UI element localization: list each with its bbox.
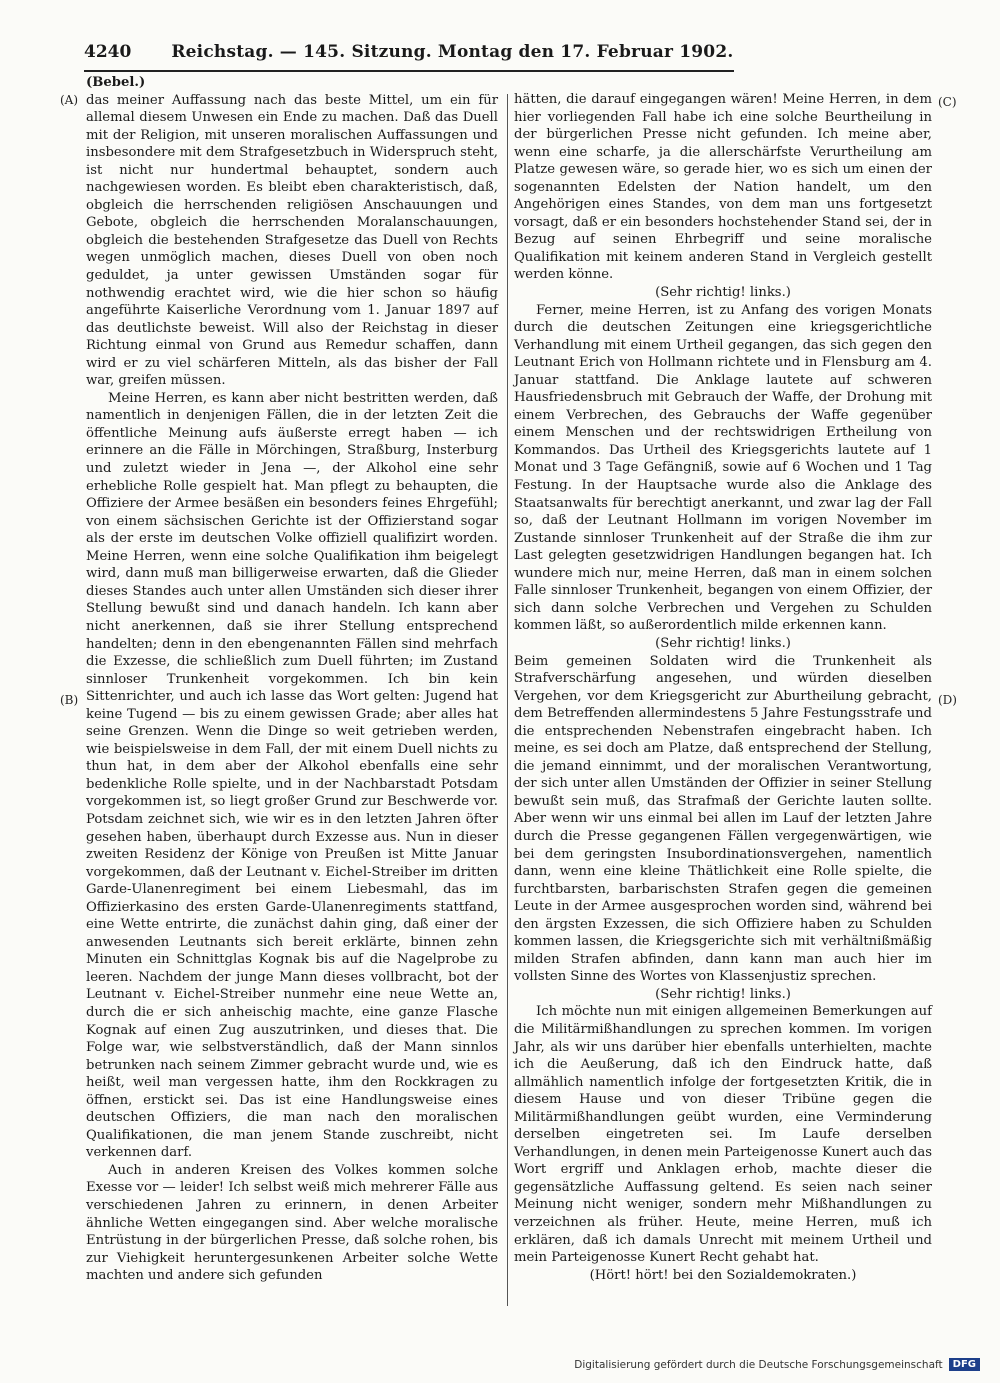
paragraph: Beim gemeinen Soldaten wird die Trunkenheit als Strafverschärfung angesehen, und würden dieselben Vergehen, vor dem Kriegsgericht zur Aburtheilung gebracht, dem Betreffenden allermindestens 5 Jahre Festungsstrafe und die entsprechenden Nebenstrafen eingebracht haben. Ich meine, es sei doch am Platze, daß entsprechend der Stellung, die jemand einnimmt, und der moralischen Verantwortung, der sich unter allen Umständen der Offizier in seiner Stellung bewußt sein muß, das Strafmaß der Gerichte lauten sollte. Aber wenn wir uns einmal bei allen im Lauf der letzten Jahre durch die Presse gegangenen Fällen vergegenwärtigen, wie bei dem geringsten Insubordinationsvergehen, namentlich dann, wenn eine kleine Thätlichkeit eine Rolle spielte, die furchtbarsten, barbarischsten Strafen gegen die gemeinen Leute in der Armee ausgesprochen worden sind, während bei den ärgsten Exzessen, die sich Offiziere haben zu Schulden kommen lassen, die Kriegsgerichte sich mit verhältnißmäßig milden Strafen abfinden, dann kann man auch hier im vollsten Sinne des Wortes von Klassenjustiz sprechen. <box>514 653 932 985</box>
page-title: Reichstag. — 145. Sitzung. Montag den 17. Februar 1902. <box>171 42 734 62</box>
paragraph: Auch in anderen Kreisen des Volkes kommen solche Exesse vor — leider! Ich selbst weiß mich mehrerer Fälle aus verschiedenen Jahren zu erinnern, in denen Arbeiter ähnliche Wetten eingegangen sind. Aber welche moralische Entrüstung in der bürgerlichen Presse, daß solche rohen, bis zur Viehigkeit heruntergesunkenen Arbeiter solche Wette machten und andere sich gefunden <box>86 1162 498 1284</box>
footer-text: Digitalisierung gefördert durch die Deutsche Forschungsgemeinschaft <box>574 1358 943 1371</box>
paragraph: Meine Herren, es kann aber nicht bestritten werden, daß namentlich in denjenigen Fällen, die in der letzten Zeit die öffentliche Meinung aufs äußerste erregt haben — ich erinnere an die Fälle in Mörchingen, Straßburg, Insterburg und zuletzt wieder in Jena —, der Alkohol eine sehr erhebliche Rolle gespielt hat. Man pflegt zu behaupten, die Offiziere der Armee besäßen ein besonders feines Ehrgefühl; von einem sächsischen Gerichte ist der Offizierstand sogar als der erste im deutschen Volke offiziell qualifizirt worden. Meine Herren, wenn eine solche Qualifikation ihm beigelegt wird, dann muß man billigerweise erwarten, daß die Glieder dieses Standes auch unter allen Umständen sich dieser ihrer Stellung bewußt sind und danach handeln. Ich kann aber nicht anerkennen, daß sie ihrer Stellung entsprechend handelten; denn in den ebengenannten Fällen sind mehrfach die Exzesse, die schließlich zum Duell führten; im Zustand sinnloser Trunkenheit vorgekommen. Ich bin kein Sittenrichter, und auch ich lasse das Wort gelten: Jugend hat keine Tugend — bis zu einem gewissen Grade; aber alles hat seine Grenzen. Wenn die Dinge so weit getrieben werden, wie beispielsweise in dem Fall, der mit einem Duell nichts zu thun hat, in dem aber der Alkohol ebenfalls eine sehr bedenkliche Rolle spielte, und in der Nachbarstadt Potsdam vorgekommen ist, so liegt großer Grund zur Beschwerde vor. Potsdam zeichnet sich, wie wir es in den letzten Jahren öfter gesehen haben, überhaupt durch Exzesse aus. Nun in dieser zweiten Residenz der Könige von Preußen ist Mitte Januar vorgekommen, daß der Leutnant v. Eichel-Streiber im dritten Garde-Ulanenregiment bei einem Liebesmahl, das im Offizierkasino des ersten Garde-Ulanenregiments stattfand, eine Wette entrirte, die zunächst dahin ging, daß einer der anwesenden Leutnants sich bereit erklärte, binnen zehn Minuten ein Schnittglas Kognak bis auf die Nagelprobe zu leeren. Nachdem der junge Mann dieses vollbracht, bot der Leutnant v. Eichel-Streiber nunmehr eine neue Wette an, durch die er sich anheischig machte, eine ganze Flasche Kognak auf einen Zug auszutrinken, und dieses that. Die Folge war, wie selbstverständlich, daß der Mann sinnlos betrunken nach seinem Zimmer gebracht wurde und, wie es heißt, weil man vergessen hatte, ihm den Rockkragen zu öffnen, erstickt sei. Das ist eine Handlungsweise eines deutschen Offiziers, die man nach den moralischen Qualifikationen, die man jenem Stande zuschreibt, nicht verkennen darf. <box>86 390 498 1161</box>
margin-mark-b: (B) <box>60 693 79 707</box>
interjection: (Sehr richtig! links.) <box>655 986 791 1002</box>
paragraph: das meiner Auffassung nach das beste Mittel, um ein für allemal diesem Unwesen ein Ende zu machen. Daß das Duell mit der Religion, mit unseren moralischen Auffassungen und insbesondere mit dem Strafgesetzbuch in Widerspruch steht, ist nicht nur hundertmal behauptet, sondern auch nachgewiesen worden. Es bleibt eben charakteristisch, daß, obgleich die herrschenden religiösen Anschauungen und Gebote, obgleich die herrschenden Moralanschauungen, obgleich die bestehenden Strafgesetze das Duell von Rechts wegen unmöglich machen, dieses Duell von oben noch geduldet, ja unter gewissen Umständen sogar für nothwendig erachtet wird, wie die hier schon so häufig angeführte Kaiserliche Verordnung vom 1. Januar 1897 auf das deutlichste beweist. Will also der Reichstag in dieser Richtung einmal von Grund aus Remedur schaffen, dann wird er zu viel schärferen Mitteln, als das bisher der Fall war, greifen müssen. <box>86 92 498 389</box>
header-rule <box>84 70 734 72</box>
paragraph: hätten, die darauf eingegangen wären! Meine Herren, in dem hier vorliegenden Fall habe ich eine solche Beurtheilung in der bürgerlichen Presse nicht gefunden. Ich meine aber, wenn eine scharfe, ja die allerschärfste Verurtheilung am Platze gewesen wäre, so gerade hier, wo es sich um einen der sogenannten Edelsten der Nation handelt, um den Angehörigen eines Standes, von dem man uns fortgesetzt vorsagt, daß er ein besonders hochstehender Stand sei, der in Bezug auf seinen Ehrbegriff und seine moralische Qualifikation mit keinem anderen Stand in Vergleich gestellt werden könne. <box>514 92 932 283</box>
interjection: (Sehr richtig! links.) <box>655 285 791 301</box>
dfg-logo: DFG <box>949 1358 980 1371</box>
footer-credit <box>574 1358 980 1371</box>
interjection: (Sehr richtig! links.) <box>655 635 791 651</box>
paragraph: Ich möchte nun mit einigen allgemeinen Bemerkungen auf die Militärmißhandlungen zu sprechen kommen. Im vorigen Jahr, als wir uns darüber hier ebenfalls unterhielten, machte ich die Aeußerung, daß ich den Eindruck hatte, daß allmählich namentlich infolge der fortgesetzten Kritik, die in diesem Hause und von dieser Tribüne gegen die Militärmißhandlungen geübt wurden, eine Verminderung derselben eingetreten sei. Im Laufe derselben Verhandlungen, in denen mein Parteigenosse Kunert auch das Wort ergriff und Anklagen erhob, machte dieser die gegensätzliche Auffassung geltend. Es seien nach seiner Meinung nicht weniger, sondern mehr Mißhandlungen zu verzeichnen als früher. Heute, meine Herren, muß ich erklären, daß ich damals Unrecht mit meinem Urtheil und mein Parteigenosse Kunert Recht gehabt hat. <box>514 1004 932 1266</box>
paragraph: Ferner, meine Herren, ist zu Anfang des vorigen Monats durch die deutschen Zeitungen eine kriegsgerichtliche Verhandlung mit einem Urtheil gegangen, das sich gegen den Leutnant Erich von Hollmann richtete und in Flensburg am 4. Januar stattfand. Die Anklage lautete auf schweren Hausfriedensbruch mit Gebrauch der Waffe, der Drohung mit einem Verbrechen, des Gebrauchs der Waffe gegenüber einem Menschen und der rechtswidrigen Ertheilung von Kommandos. Das Urtheil des Kriegsgerichts lautete auf 1 Monat und 3 Tage Gefängniß, sowie auf 6 Wochen und 1 Tag Festung. In der Hauptsache wurde also die Anklage des Staatsanwalts für berechtigt anerkannt, und zwar lag der Fall so, daß der Leutnant Hollmann im vorigen November im Zustande sinnloser Trunkenheit auf der Straße die ihm zur Last gelegten gesetzwidrigen Handlungen begangen hat. Ich wundere mich nur, meine Herren, daß man in einem solchen Falle sinnloser Trunkenheit, begangen von einem Offizier, der sich dann solche Verbrechen und Vergehen zu Schulden kommen läßt, so außerordentlich milde erkennen kann. <box>514 302 932 634</box>
page-number: 4240 <box>84 42 132 62</box>
interjection: (Hört! hört! bei den Sozialdemokraten.) <box>589 1267 857 1283</box>
speaker-label: (Bebel.) <box>86 75 146 90</box>
left-column <box>86 74 498 1285</box>
margin-mark-d: (D) <box>938 693 957 707</box>
column-divider <box>507 94 508 1306</box>
right-column <box>514 91 932 1284</box>
margin-mark-a: (A) <box>60 93 79 107</box>
margin-mark-c: (C) <box>938 95 957 109</box>
running-header <box>84 42 736 70</box>
